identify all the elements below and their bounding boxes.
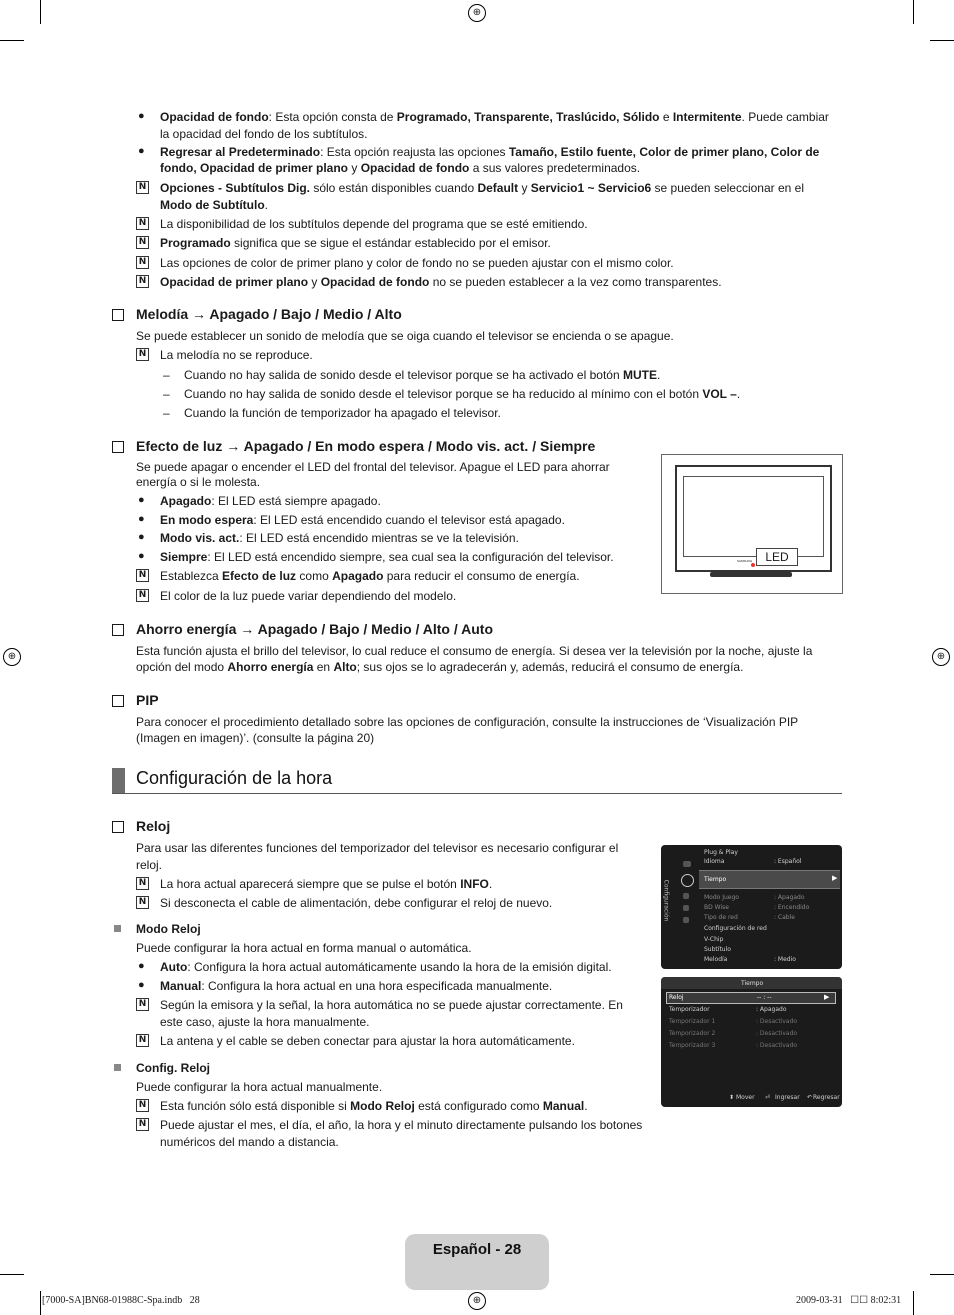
bullet-text: Apagado: El LED está siempre apagado. [160, 494, 381, 508]
bullet-icon: ● [138, 494, 145, 506]
menu-item: Temporizador [669, 1006, 710, 1013]
bullet-text: Siempre: El LED está encendido siempre, sea cual sea la configuración del televisor. [160, 550, 614, 564]
menu-item-value: : Desactivado [756, 1030, 798, 1037]
return-icon: ↶ [807, 1094, 813, 1101]
crop-mark [913, 1291, 914, 1315]
arrow-right-icon: ▶ [832, 874, 838, 882]
note-text: Opacidad de primer plano y Opacidad de fondo no se pueden establecer a la vez como transparentes. [160, 275, 722, 289]
bullet-icon: ● [138, 550, 145, 562]
section-divider [112, 793, 842, 794]
crop-mark [0, 1274, 24, 1275]
note-text: La antena y el cable se deben conectar para ajustar la hora automáticamente. [160, 1034, 575, 1048]
crop-mark [0, 40, 24, 41]
sub-heading-square-icon [114, 925, 121, 932]
menu-title: Tiempo [741, 980, 764, 987]
info-note-icon: N [136, 877, 149, 890]
menu-item-value: : Español [774, 858, 802, 865]
reloj-desc: reloj. [136, 858, 163, 872]
pip-desc: Para conocer el procedimiento detallado sobre las opciones de configuración, consulte la instrucciones de ‘Visualización PIP [136, 715, 799, 729]
note-icon: N [136, 275, 149, 288]
enter-icon: ⏎ [765, 1094, 771, 1101]
note-icon: N [136, 896, 149, 909]
menu-item: Temporizador 1 [669, 1018, 716, 1025]
checkbox-square-icon [112, 624, 124, 636]
tv-menu-screenshot-configuracion [661, 845, 842, 969]
bullet-icon: ● [138, 110, 145, 122]
menu-item-value: : Cable [774, 914, 795, 921]
menu-item: Melodía [704, 956, 728, 963]
menu-item: BD Wise [704, 904, 729, 911]
menu-item: Temporizador 3 [669, 1042, 716, 1049]
menu-item: Idioma [704, 858, 725, 865]
section-title: Configuración de la hora [136, 768, 333, 788]
bullet-icon: ● [138, 531, 145, 543]
melodia-desc: Se puede establecer un sonido de melodía que se oiga cuando el televisor se encienda o se apague. [136, 329, 674, 343]
note-text: Si desconecta el cable de alimentación, debe configurar el reloj de nuevo. [160, 896, 553, 910]
registration-mark-icon: ⊕ [468, 1292, 486, 1310]
checkbox-square-icon [112, 695, 124, 707]
modo-reloj-desc: Puede configurar la hora actual en forma manual o automática. [136, 941, 472, 955]
menu-item: Modo Juego [704, 894, 739, 901]
dash-marker: – [163, 368, 170, 382]
crop-mark [40, 0, 41, 24]
ahorro-heading: Ahorro energía → Apagado / Bajo / Medio / Alto / Auto [136, 621, 494, 637]
tv-brand-logo: SAMSUNG [737, 559, 753, 563]
crop-mark [40, 1291, 41, 1315]
note-icon: N [136, 217, 149, 230]
note-icon: N [136, 1034, 149, 1047]
bullet-text: la opacidad del fondo de los subtítulos. [160, 127, 368, 141]
note-text: Opciones - Subtítulos Dig. sólo están disponibles cuando Default y Servicio1 ~ Servicio6 se pueden seleccionar en el [160, 181, 804, 195]
print-timestamp: 2009-03-31 ☐☐ 8:02:31 [796, 1295, 902, 1306]
note-icon: N [136, 998, 149, 1011]
led-light-icon [751, 563, 755, 567]
note-text: Establezca Efecto de luz como Apagado para reducir el consumo de energía. [160, 569, 580, 583]
note-text: Modo de Subtítulo. [160, 198, 268, 212]
ahorro-desc: Esta función ajusta el brillo del televisor, lo cual reduce el consumo de energía. Si desea ver la televisión por la noche, ajuste la [136, 644, 813, 658]
crop-mark [913, 0, 914, 24]
pip-heading: PIP [136, 692, 159, 708]
menu-item: Tipo de red [704, 914, 738, 921]
dash-text: Cuando la función de temporizador ha apagado el televisor. [184, 406, 501, 420]
note-text: Programado significa que se sigue el estándar establecido por el emisor. [160, 236, 551, 250]
tv-menu-screenshot-tiempo [661, 977, 842, 1107]
dash-text: Cuando no hay salida de sonido desde el televisor porque se ha reducido al mínimo con el botón VOL –. [184, 387, 741, 401]
tv-illustration [661, 454, 843, 594]
menu-item: Temporizador 2 [669, 1030, 716, 1037]
note-text: La melodía no se reproduce. [160, 348, 313, 362]
footer-hint: Ingresar [775, 1094, 800, 1101]
config-reloj-heading: Config. Reloj [136, 1061, 210, 1075]
bullet-text: Regresar al Predeterminado: Esta opción reajusta las opciones Tamaño, Estilo fuente, Color de primer plano, Color de [160, 145, 820, 159]
note-text: numéricos del mando a distancia. [160, 1135, 339, 1149]
menu-item-value: : Apagado [756, 1006, 787, 1013]
registration-mark-icon: ⊕ [468, 4, 486, 22]
pip-desc: (Imagen en imagen)’. (consulte la página 20) [136, 731, 375, 745]
melodia-heading: Melodía → Apagado / Bajo / Medio / Alto [136, 306, 402, 322]
menu-item: Configuración de red [704, 925, 767, 932]
note-text: este caso, ajuste la hora manualmente. [160, 1015, 370, 1029]
note-text: La hora actual aparecerá siempre que se pulse el botón INFO. [160, 877, 493, 891]
note-icon: N [136, 1099, 149, 1112]
bullet-text: Opacidad de fondo: Esta opción consta de Programado, Transparente, Traslúcido, Sólido e Intermitente. Puede cambiar [160, 110, 829, 124]
bullet-text: Auto: Configura la hora actual automáticamente usando la hora de la emisión digital. [160, 960, 612, 974]
gear-icon [681, 874, 694, 887]
menu-item: Plug & Play [704, 849, 738, 856]
note-text: La disponibilidad de los subtítulos depende del programa que se esté emitiendo. [160, 217, 588, 231]
checkbox-square-icon [112, 309, 124, 321]
tv-frame [675, 465, 832, 572]
menu-item: Reloj [669, 994, 684, 1001]
menu-category-icon [683, 917, 689, 923]
efecto-desc: Se puede apagar o encender el LED del frontal del televisor. Apague el LED para ahorrar [136, 460, 610, 474]
registration-mark-icon: ⊕ [932, 648, 950, 666]
menu-category-icon [683, 905, 689, 911]
dash-marker: – [163, 387, 170, 401]
menu-item-value: -- : -- [757, 994, 772, 1001]
menu-item-value: : Desactivado [756, 1018, 798, 1025]
reloj-heading: Reloj [136, 818, 171, 834]
print-file-info: [7000-SA]BN68-01988C-Spa.indb 28 [42, 1295, 200, 1306]
reloj-desc: Para usar las diferentes funciones del temporizador del televisor es necesario configurar el [136, 841, 619, 855]
note-icon: N [136, 236, 149, 249]
efecto-desc: energía o si le molesta. [136, 475, 261, 489]
menu-item-value: : Encendido [774, 904, 810, 911]
bullet-text: fondo, Opacidad de primer plano y Opacidad de fondo a sus valores predeterminados. [160, 161, 641, 175]
note-text: Según la emisora y la señal, la hora automática no se puede ajustar correctamente. En [160, 998, 623, 1012]
menu-item-value: : Apagado [774, 894, 805, 901]
menu-category-icon [683, 893, 689, 899]
bullet-text: En modo espera: El LED está encendido cuando el televisor está apagado. [160, 513, 565, 527]
section-title-bar [112, 768, 125, 793]
tv-stand [710, 572, 792, 577]
menu-item: V-Chip [704, 936, 724, 943]
menu-item-value: : Medio [774, 956, 796, 963]
move-arrows-icon: ⬍ [729, 1094, 735, 1101]
note-text: El color de la luz puede variar dependiendo del modelo. [160, 589, 457, 603]
dash-marker: – [163, 406, 170, 420]
bullet-icon: ● [138, 979, 145, 991]
note-icon: N [136, 569, 149, 582]
page-number: Español - 28 [432, 1241, 522, 1258]
menu-item: Tiempo [704, 876, 727, 883]
note-text: Las opciones de color de primer plano y color de fondo no se pueden ajustar con el mismo color. [160, 256, 674, 270]
dash-text: Cuando no hay salida de sonido desde el televisor porque se ha activado el botón MUTE. [184, 368, 661, 382]
menu-item: Subtítulo [704, 946, 731, 953]
note-text: Puede ajustar el mes, el día, el año, la hora y el minuto directamente pulsando los botones [160, 1118, 643, 1132]
crop-mark [930, 1274, 954, 1275]
checkbox-square-icon [112, 441, 124, 453]
registration-mark-icon: ⊕ [3, 648, 21, 666]
menu-item-selected [666, 992, 836, 1004]
checkbox-square-icon [112, 821, 124, 833]
modo-reloj-heading: Modo Reloj [136, 922, 201, 936]
note-icon: N [136, 256, 149, 269]
menu-side-label: Configuración [662, 879, 670, 922]
footer-hint: Regresar [813, 1094, 840, 1101]
note-icon: N [136, 348, 149, 361]
tv-screen [683, 476, 824, 557]
bullet-icon: ● [138, 145, 145, 157]
arrow-right-icon: ▶ [824, 993, 830, 1001]
sub-heading-square-icon [114, 1064, 121, 1071]
bullet-icon: ● [138, 960, 145, 972]
crop-mark [930, 40, 954, 41]
bullet-text: Manual: Configura la hora actual en una hora especificada manualmente. [160, 979, 553, 993]
note-icon: N [136, 181, 149, 194]
bullet-icon: ● [138, 513, 145, 525]
efecto-heading: Efecto de luz → Apagado / En modo espera / Modo vis. act. / Siempre [136, 438, 596, 454]
note-icon: N [136, 1118, 149, 1131]
note-icon: N [136, 589, 149, 602]
note-text: Esta función sólo está disponible si Modo Reloj está configurado como Manual. [160, 1099, 588, 1113]
config-reloj-desc: Puede configurar la hora actual manualmente. [136, 1080, 383, 1094]
menu-category-icon [683, 861, 691, 867]
ahorro-desc: opción del modo Ahorro energía en Alto; sus ojos se lo agradecerán y, además, reducirá el consumo de energía. [136, 660, 744, 674]
footer-hint: Mover [736, 1094, 755, 1101]
bullet-text: Modo vis. act.: El LED está encendido mientras se ve la televisión. [160, 531, 519, 545]
menu-item-value: : Desactivado [756, 1042, 798, 1049]
led-callout-label: LED [756, 548, 798, 566]
